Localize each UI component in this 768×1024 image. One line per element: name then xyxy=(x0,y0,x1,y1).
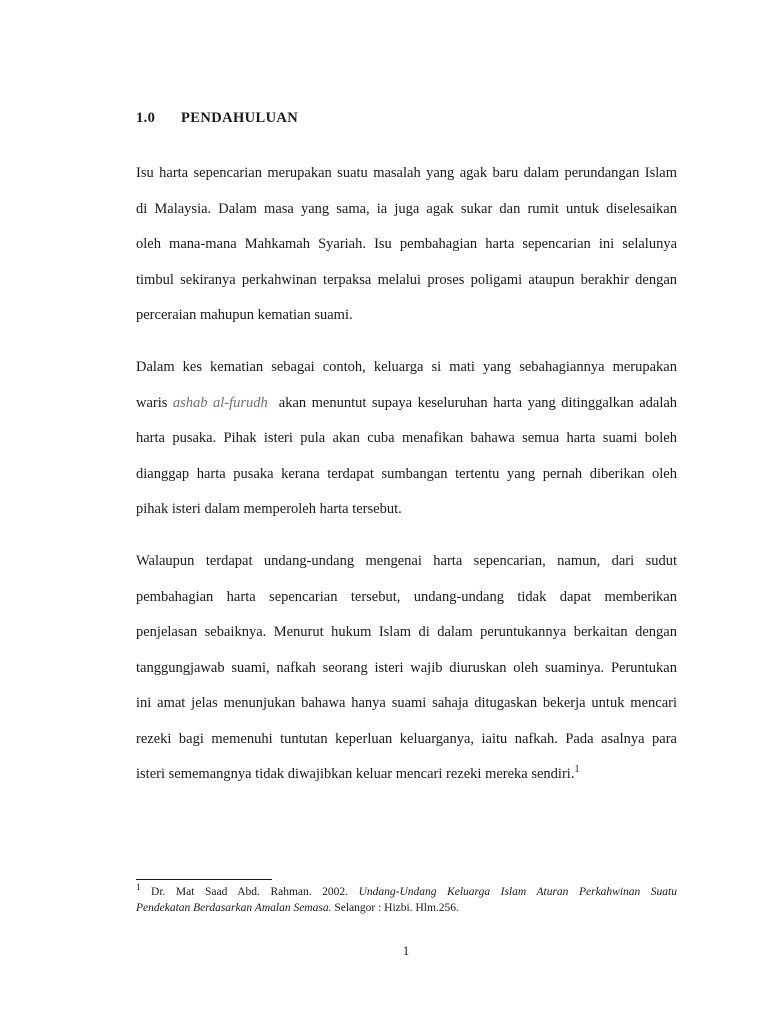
footnote-line xyxy=(136,884,677,900)
footnote xyxy=(136,884,677,916)
paragraph-line: timbul sekiranya perkahwinan terpaksa melalui proses poligami ataupun berakhir dengan xyxy=(136,271,677,288)
section-number: 1.0 xyxy=(136,110,156,126)
section-title: PENDAHULUAN xyxy=(181,110,299,126)
paragraph-1 xyxy=(136,156,677,334)
arabic-term: ashab al-furudh xyxy=(172,394,268,411)
paragraph-line: pihak isteri dalam memperoleh harta tersebut. xyxy=(136,501,402,517)
paragraph-line: tanggungjawab suami, nafkah seorang isteri wajib diuruskan oleh suaminya. Peruntukan xyxy=(136,659,677,676)
paragraph-line: rezeki bagi memenuhi tuntutan keperluan keluarganya, iaitu nafkah. Pada asalnya para xyxy=(136,730,677,747)
paragraph-line-with-term xyxy=(136,386,677,422)
paragraph-line: oleh mana-mana Mahkamah Syariah. Isu pembahagian harta sepencarian ini selalunya xyxy=(136,236,677,252)
paragraph-line: ini amat jelas menunjukan bahawa hanya suami sahaja ditugaskan bekerja untuk mencari xyxy=(136,695,677,711)
paragraph-line: Walaupun terdapat undang-undang mengenai harta sepencarian, namun, dari sudut xyxy=(136,553,677,569)
last-line-text: isteri sememangnya tidak diwajibkan keluar mencari rezeki mereka sendiri. xyxy=(136,766,575,782)
footnote-title-part2: Pendekatan Berdasarkan Amalan Semasa. xyxy=(136,902,332,914)
footnote-title-part1: Undang-Undang Keluarga Islam Aturan Perkahwinan Suatu xyxy=(358,886,678,898)
paragraph-line: perceraian mahupun kematian suami. xyxy=(136,307,353,323)
paragraph-line: pembahagian harta sepencarian tersebut, undang-undang tidak dapat memberikan xyxy=(136,588,677,605)
page-number: 1 xyxy=(402,943,410,958)
paragraph-2 xyxy=(136,350,677,528)
footnote-reference[interactable]: 1 xyxy=(574,764,580,776)
line-prefix: waris xyxy=(136,394,168,411)
paragraph-3 xyxy=(136,544,677,793)
paragraph-line: Isu harta sepencarian merupakan suatu masalah yang agak baru dalam perundangan Islam xyxy=(136,165,677,181)
footnote-mark: 1 xyxy=(136,882,141,893)
paragraph-line: Dalam kes kematian sebagai contoh, keluarga si mati yang sebahagiannya merupakan xyxy=(136,359,677,375)
line-suffix: akan menuntut supaya keseluruhan harta yang ditinggalkan adalah xyxy=(278,394,678,411)
paragraph-line: harta pusaka. Pihak isteri pula akan cuba menafikan bahawa semua harta suami boleh xyxy=(136,430,677,446)
footnote-line xyxy=(136,900,677,916)
paragraph-line: dianggap harta pusaka kerana terdapat sumbangan tertentu yang pernah diberikan oleh xyxy=(136,465,677,482)
paragraph-line: penjelasan sebaiknya. Menurut hukum Islam di dalam peruntukannya berkaitan dengan xyxy=(136,624,677,640)
paragraph-line-with-ref xyxy=(136,757,677,793)
footnote-publisher: Selangor : Hizbi. Hlm.256. xyxy=(334,902,459,914)
paragraph-line: di Malaysia. Dalam masa yang sama, ia juga agak sukar dan rumit untuk diselesaikan xyxy=(136,200,677,217)
section-heading xyxy=(136,110,298,127)
footnote-author: Dr. Mat Saad Abd. Rahman. 2002. xyxy=(151,886,349,898)
footnote-separator xyxy=(136,879,272,880)
